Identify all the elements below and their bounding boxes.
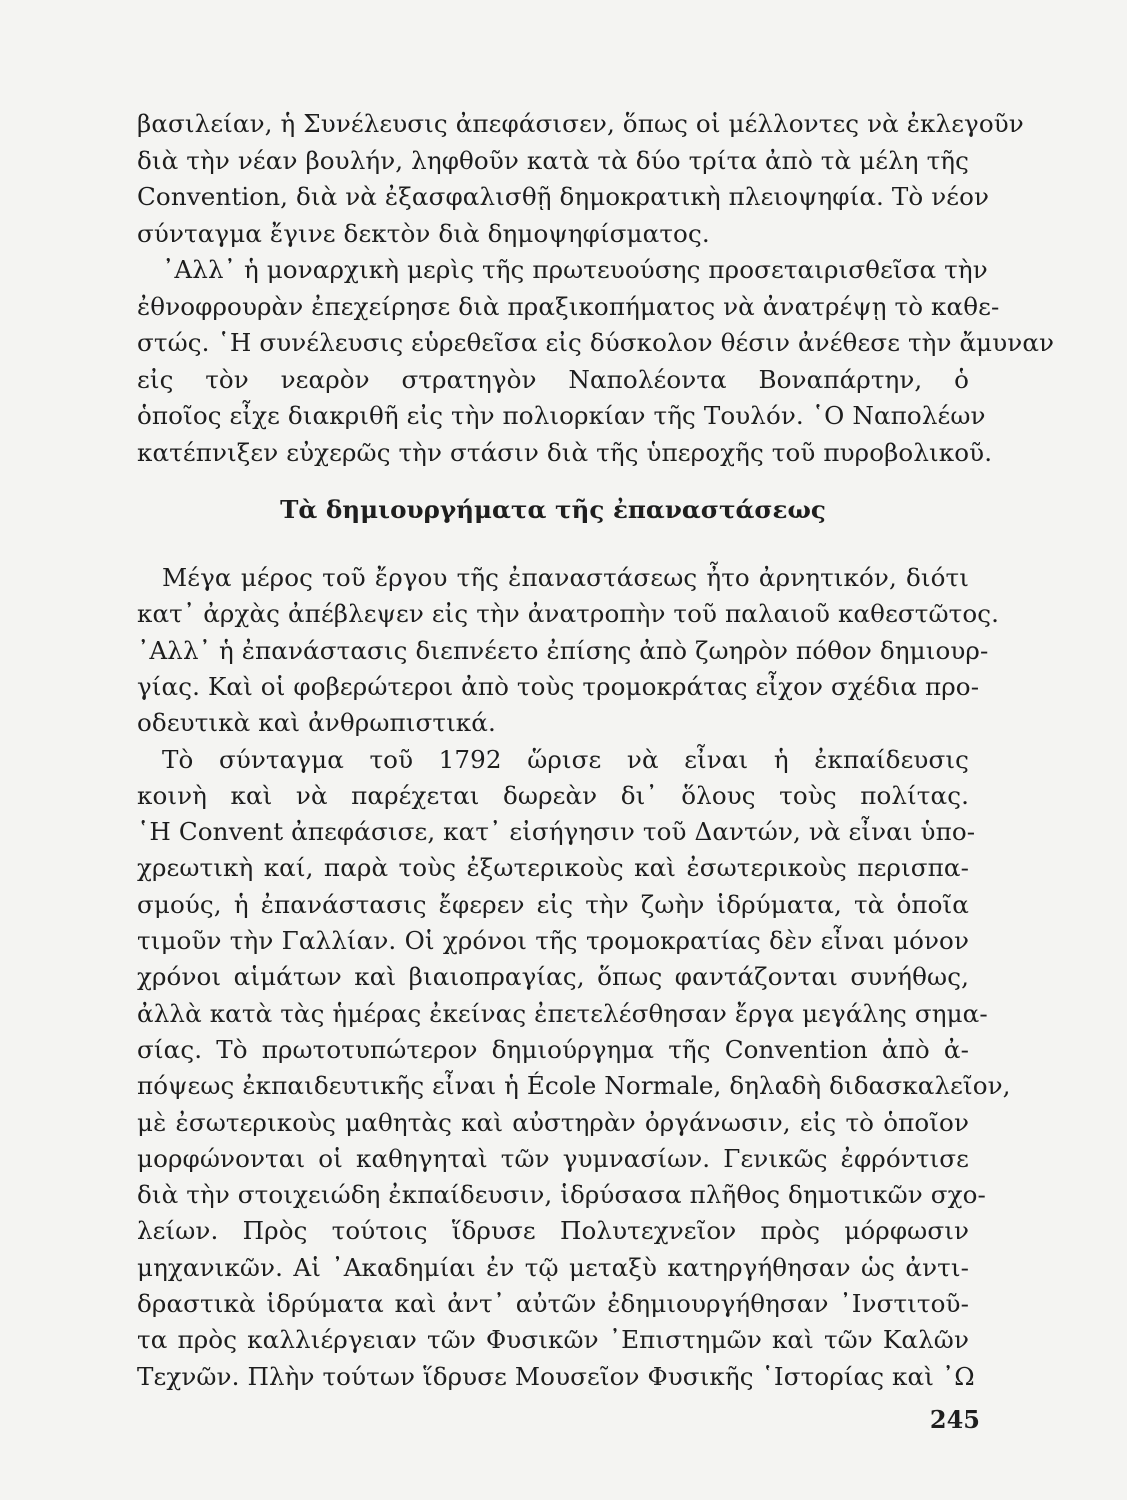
- text-line: ἐθνοφρουρὰν ἐπεχείρησε διὰ πραξικοπήματος νὰ ἀνατρέψῃ τὸ καθε-: [137, 291, 1000, 321]
- text-line: Τὸ σύνταγμα τοῦ 1792 ὥρισε νὰ εἶναι ἡ ἐκπαίδευσις: [162, 744, 969, 774]
- text-line: ᾿Αλλ᾿ ἡ μοναρχικὴ μερὶς τῆς πρωτευούσης προσεταιρισθεῖσα τὴν: [162, 255, 988, 284]
- text-line: διὰ τὴν στοιχειώδη ἐκπαίδευσιν, ἱδρύσασα πλῆθος δημοτικῶν σχο-: [137, 1180, 986, 1210]
- text-line: ὁποῖος εἶχε διακριθῆ εἰς τὴν πολιορκίαν τῆς Τουλόν. ῾Ο Ναπολέων: [137, 401, 986, 430]
- text-line: Convention, διὰ νὰ ἐξασφαλισθῇ δημοκρατικὴ πλειοψηφία. Τὸ νέον: [137, 182, 990, 211]
- text-line: χρεωτικὴ καί, παρὰ τοὺς ἐξωτερικοὺς καὶ ἐσωτερικοὺς περισπα-: [137, 853, 969, 883]
- text-line: στώς. ῾Η συνέλευσις εὑρεθεῖσα εἰς δύσκολον θέσιν ἀνέθεσε τὴν ἄμυναν: [137, 328, 1055, 357]
- text-line: σίας. Τὸ πρωτοτυπώτερον δημιούργημα τῆς Convention ἀπὸ ἀ-: [137, 1034, 969, 1064]
- text-line: διὰ τὴν νέαν βουλήν, ληφθοῦν κατὰ τὰ δύο τρίτα ἀπὸ τὰ μέλη τῆς: [137, 145, 969, 175]
- text-line: Τεχνῶν. Πλὴν τούτων ἵδρυσε Μουσεῖον Φυσικῆς ῾Ιστορίας καὶ ᾿Ω: [137, 1361, 975, 1391]
- text-line: μὲ ἐσωτερικοὺς μαθητὰς καὶ αὐστηρὰν ὀργάνωσιν, εἰς τὸ ὁποῖον: [137, 1107, 969, 1137]
- text-line: ῾Η Convent ἀπεφάσισε, κατ᾿ εἰσήγησιν τοῦ Δαντών, νὰ εἶναι ὑπο-: [137, 817, 976, 847]
- text-line: ἀλλὰ κατὰ τὰς ἡμέρας ἐκείνας ἐπετελέσθησαν ἔργα μεγάλης σημα-: [137, 998, 988, 1028]
- text-line: γίας. Καὶ οἱ φοβερώτεροι ἀπὸ τοὺς τρομοκράτας εἶχον σχέδια προ-: [137, 671, 980, 701]
- text-line: σμούς, ἡ ἐπανάστασις ἔφερεν εἰς τὴν ζωὴν ἱδρύματα, τὰ ὁποῖα: [137, 889, 969, 919]
- text-line: Μέγα μέρος τοῦ ἔργου τῆς ἐπαναστάσεως ἦτο ἀρνητικόν, διότι: [162, 563, 969, 592]
- text-line: κοινὴ καὶ νὰ παρέχεται δωρεὰν δι᾿ ὅλους τοὺς πολίτας.: [137, 780, 969, 810]
- text-line: τα πρὸς καλλιέργειαν τῶν Φυσικῶν ᾿Επιστημῶν καὶ τῶν Καλῶν: [137, 1325, 969, 1355]
- section-heading: Τὰ δημιουργήματα τῆς ἐπαναστάσεως: [280, 495, 826, 524]
- text-line: βασιλείαν, ἡ Συνέλευσις ἀπεφάσισεν, ὅπως οἱ μέλλοντες νὰ ἐκλεγοῦν: [137, 109, 1024, 138]
- page-number: 245: [929, 1405, 980, 1434]
- text-line: μορφώνονται οἱ καθηγηταὶ τῶν γυμνασίων. Γενικῶς ἐφρόντισε: [137, 1143, 969, 1173]
- text-line: τιμοῦν τὴν Γαλλίαν. Οἱ χρόνοι τῆς τρομοκρατίας δὲν εἶναι μόνον: [137, 926, 969, 955]
- text-line: λείων. Πρὸς τούτοις ἵδρυσε Πολυτεχνεῖον πρὸς μόρφωσιν: [137, 1216, 969, 1246]
- text-line: χρόνοι αἱμάτων καὶ βιαιοπραγίας, ὅπως φαντάζονται συνήθως,: [137, 962, 969, 992]
- text-line: σύνταγμα ἔγινε δεκτὸν διὰ δημοψηφίσματος.: [137, 218, 710, 248]
- text-line: κατ᾿ ἀρχὰς ἀπέβλεψεν εἰς τὴν ἀνατροπὴν τοῦ παλαιοῦ καθεστῶτος.: [137, 599, 1000, 629]
- text-line: μηχανικῶν. Αἱ ᾿Ακαδημίαι ἐν τῷ μεταξὺ κατηργήθησαν ὡς ἀντι-: [137, 1252, 969, 1282]
- text-line: οδευτικὰ καὶ ἀνθρωπιστικά.: [137, 708, 496, 738]
- text-line: εἰς τὸν νεαρὸν στρατηγὸν Ναπολέοντα Βοναπάρτην, ὁ: [137, 364, 969, 394]
- text-line: δραστικὰ ἱδρύματα καὶ ἀντ᾿ αὐτῶν ἐδημιουργήθησαν ᾿Ινστιτοῦ-: [137, 1289, 969, 1318]
- text-line: κατέπνιξεν εὐχερῶς τὴν στάσιν διὰ τῆς ὑπεροχῆς τοῦ πυροβολικοῦ.: [137, 437, 993, 467]
- text-line: ᾿Αλλ᾿ ἡ ἐπανάστασις διεπνέετο ἐπίσης ἀπὸ ζωηρὸν πόθον δημιουρ-: [137, 635, 989, 665]
- text-line: πόψεως ἐκπαιδευτικῆς εἶναι ἡ École Normale, δηλαδὴ διδασκαλεῖον,: [137, 1071, 1011, 1101]
